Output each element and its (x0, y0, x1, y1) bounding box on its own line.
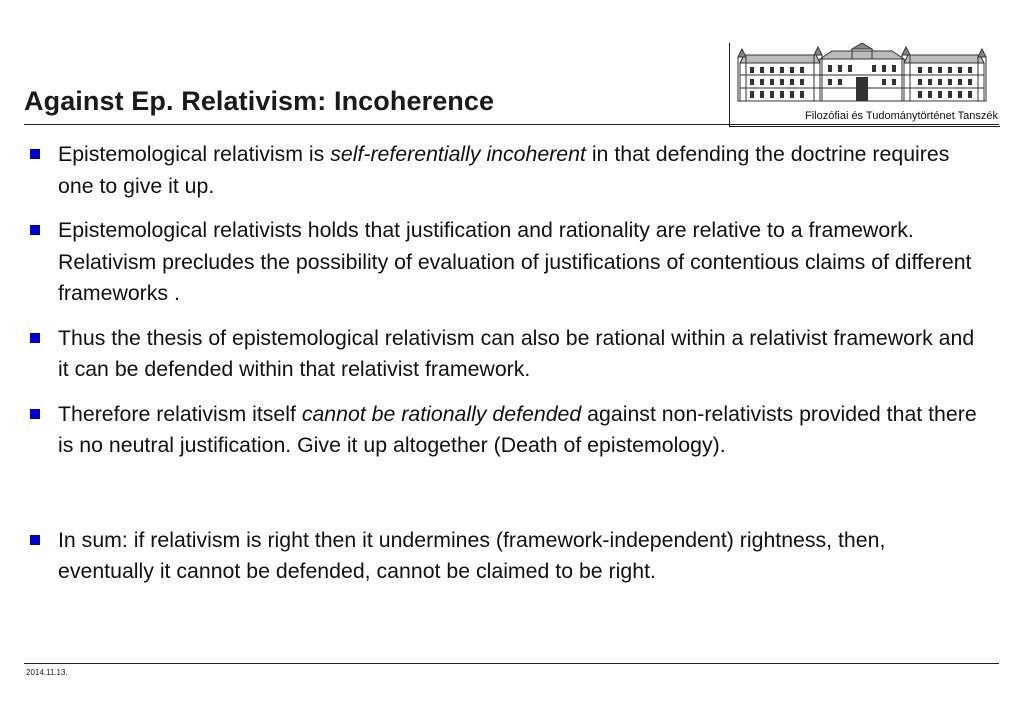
bullet-square-icon (30, 225, 40, 235)
university-building-logo-icon (736, 43, 988, 105)
slide-date: 2014.11.13. (26, 668, 68, 677)
bullet-text: Epistemological relativists holds that justification and rationality are relative to a framework. Relativism precludes the possibility of evaluation of justifications of contentious claims of different frameworks . (58, 218, 972, 305)
bullet-text-post: against non-relativists provided that there is no neutral justification. Give it up altogether (Death of epistemology). (58, 401, 977, 457)
bullet-text-pre: Therefore relativism itself (58, 401, 302, 426)
bullet-text-pre: Epistemological relativism is (58, 142, 331, 166)
bullet-item (24, 399, 984, 462)
footer-divider (24, 663, 999, 664)
bullet-item (24, 323, 984, 386)
bullet-list (24, 139, 984, 588)
bullet-square-icon (30, 333, 40, 343)
bullet-item (24, 525, 984, 588)
bullet-square-icon (30, 535, 40, 545)
bullet-text-emphasis: self-referentially incoherent (330, 142, 586, 166)
institution-logo-box (729, 43, 1000, 127)
bullet-square-icon (30, 149, 40, 159)
slide-title: Against Ep. Relativism: Incoherence (24, 86, 495, 116)
header-divider (24, 124, 999, 125)
bullet-item (24, 215, 984, 310)
bullet-square-icon (30, 409, 40, 419)
bullet-text: In sum: if relativism is right then it undermines (framework-independent) rightness, then, eventually it cannot be defended, cannot be claimed to be right. (58, 527, 886, 583)
department-name: Filozófiai és Tudománytörténet Tanszék (804, 110, 998, 122)
bullet-text-emphasis: cannot be rationally defended (301, 401, 582, 426)
bullet-item (24, 139, 984, 202)
bullet-text-post: in that defending the doctrine requires one to give it up. (58, 142, 950, 198)
bullet-text: Thus the thesis of epistemological relativism can also be rational within a relativist framework and it can be defended within that relativist framework. (58, 325, 975, 381)
